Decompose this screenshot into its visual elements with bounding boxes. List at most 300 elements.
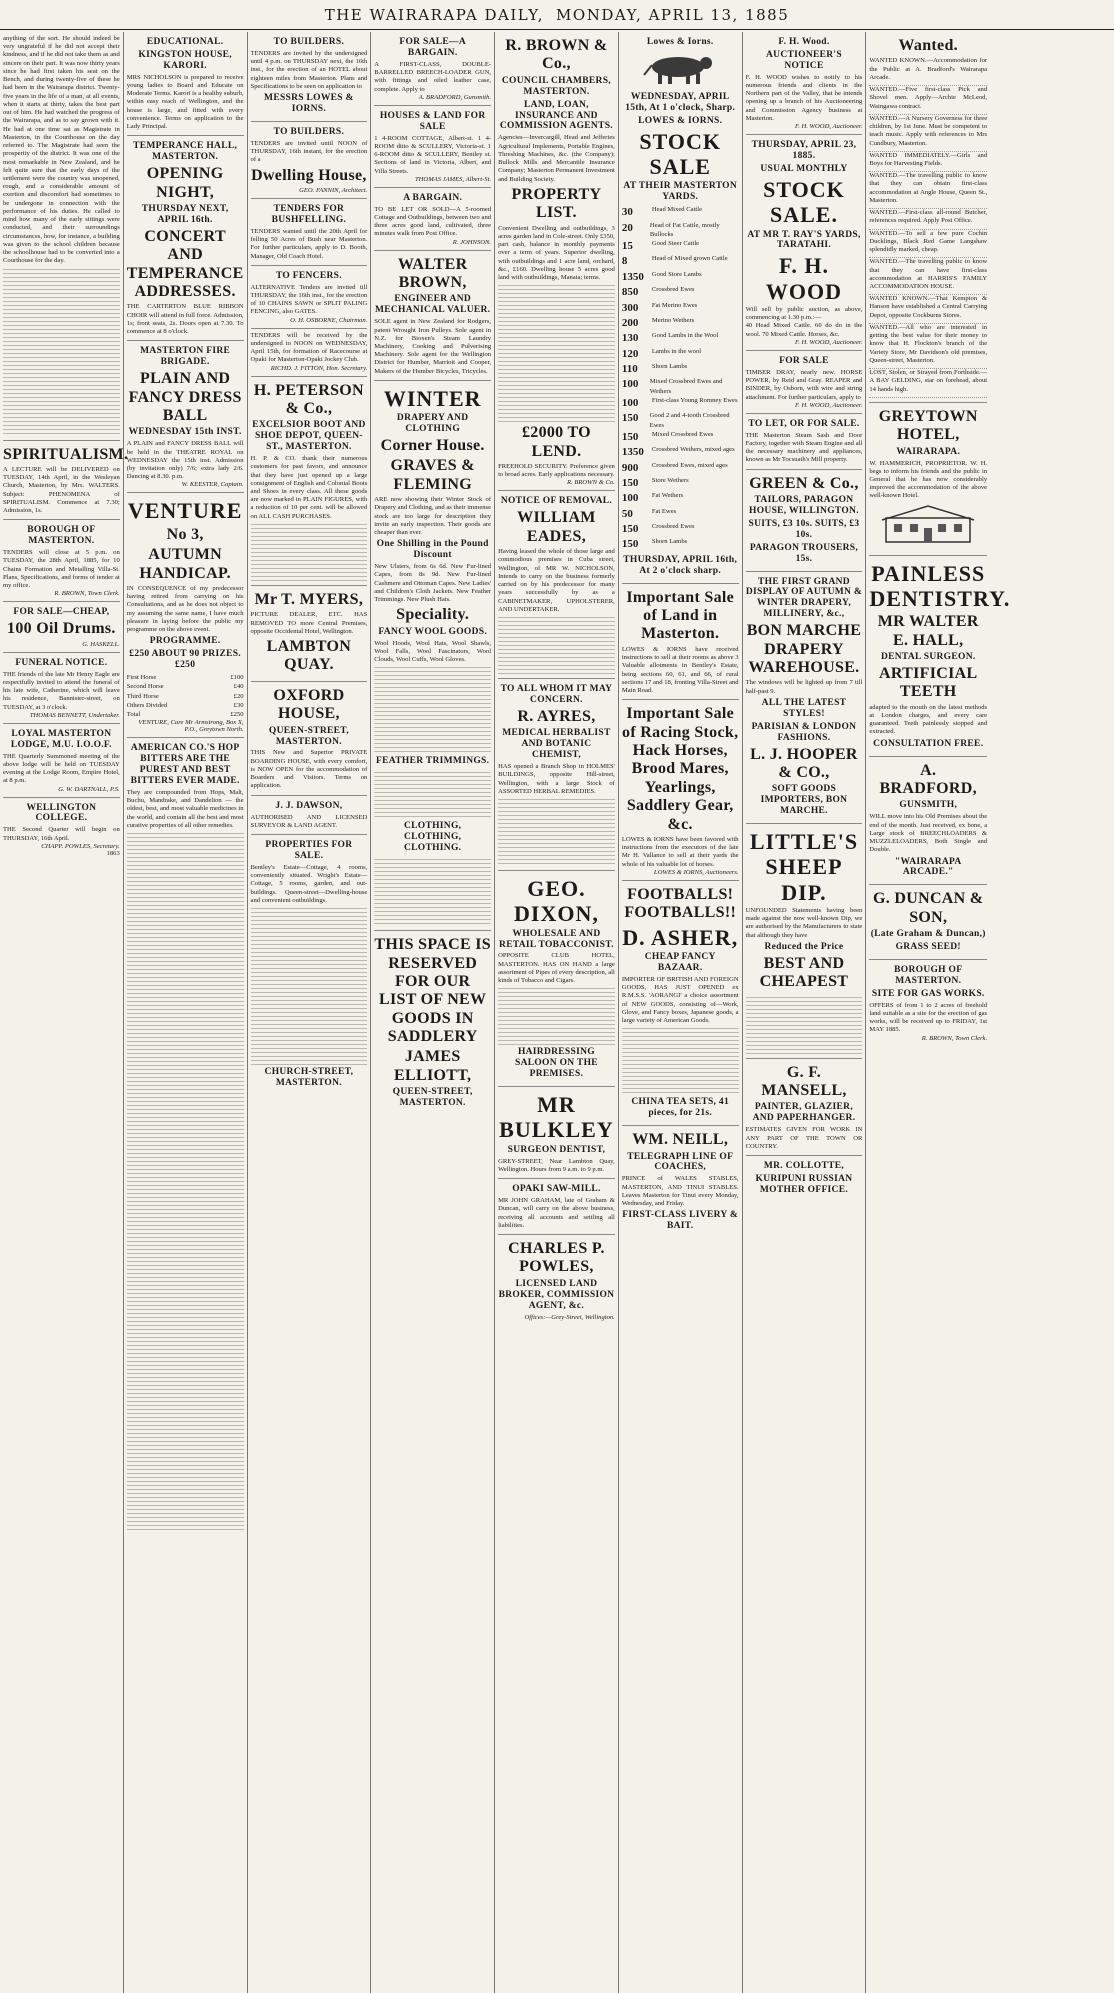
wanted-list [869,57,987,397]
stock-qty: 100 [621,378,639,391]
venture-signature: VENTURE, Care Mr Armstrong, Box X, P.O., Greytown North. [138,719,244,734]
fh-wood-ad [746,32,863,135]
stock-qty: 900 [621,461,639,474]
college-heading: WELLINGTON COLLEGE. [26,802,97,824]
venture-body: IN CONSEQUENCE of my predecessor having retired from carrying on his Consultations, and as he does not object to my assuming the same name, I have much pleasure in laying before the public my programme on the above event. [126,584,244,634]
stock-desc: Crossbred Ewes [651,286,695,294]
eades-body: Having leased the whole of those large and commodious premises in Cuba street, Wellington, of MR W. NICHOLSON, Intends to carry on the business formerly carried on by his predecessor for many years successfully by as a CABINETMAKER, UPHOLSTERER, AND UNDERTAKER. [498,548,615,613]
stock-row [622,537,739,552]
mansell-body: ESTIMATES GIVEN FOR WORK IN ANY PART OF THE TOWN OR COUNTRY. [745,1126,863,1150]
powles-ad [498,1235,615,1325]
stock-row [622,445,739,460]
stock-row [622,411,739,429]
china-heading: CHINA TEA SETS, 41 pieces, for 21s. [631,1097,730,1119]
edu-body: MRS NICHOLSON is prepared to receive young ladies to Board and Educate on Moderate Terms. Karori is a healthy suburb, within easy reach of Wellington, and the house is large, and fitted with every convenience. Terms on application to the Lady Principal. [126,73,244,131]
winter-heading: WINTER [383,385,482,411]
builders1-heading: TO BUILDERS. [273,37,345,47]
sale2-body: TIMBER DRAY, nearly new. HORSE POWER, by Reid and Gray. REAPER and BINDER, by Osborn, with wire and string attachment. For further particulars, apply to [745,368,863,401]
column-8 [866,32,1011,1993]
dentistry-ad [869,556,1011,757]
dixon-body: OPPOSITE CLUB HOTEL, MASTERTON. HAS ON HAND a large assortment of Pipes of every description, all kinds of Tobacco and Cigars. [498,952,615,985]
column-3 [248,32,372,1993]
bradford-heading: A. BRADFORD, [879,761,977,798]
stock-desc: Good 2 and 4-tooth Crossbred Ewes [649,412,730,429]
concert-heading: CONCERT AND TEMPERANCE ADDRESSES. [126,227,244,301]
stock-desc: Head of Mixed grown Cattle [651,255,728,263]
lend-signature: R. BROWN & Co. [567,479,615,487]
stock-row [622,254,739,269]
let-heading: TO LET, OR FOR SALE. [748,418,860,429]
stock-qty: 50 [621,507,633,520]
stock-desc: Crossbred Ewes [651,523,695,531]
bargain-ad [374,188,491,251]
mansell-subheading: PAINTER, GLAZIER, AND PAPERHANGER. [752,1102,856,1124]
stock-row [622,270,739,285]
stock-qty: 30 [621,206,633,219]
text-lines [498,985,615,1045]
asher-heading: D. ASHER, [622,924,739,950]
ayres-body: HAS opened a Branch Shop in HOLMES' BUILDINGS, opposite Hill-street, Wellington, with a large Stock of ASSORTED HERBAL REMEDIES. [498,763,615,795]
prize-label: Others Divided [126,701,168,709]
stock-desc: Fat Ewes [651,507,677,515]
fire-heading: MASTERTON FIRE BRIGADE. [140,346,231,368]
stock-row [622,362,739,377]
hall-heading: MR WALTER E. HALL, [877,613,979,649]
oil-signature: G. HASKELL. [82,640,120,648]
sawmill-body: MR JOHN GRAHAM, late of Graham & Duncan, will carry on the above business, receiving all accounts and settling all liabilities. [498,1197,615,1229]
bushfelling-body: TENDERS wanted until the 20th April for felling 50 Acres of Bush near Masterton. For further particulars, apply to D. Booth, Manager, Old Coach Hotel. [250,227,368,260]
best-heading: BEST AND CHEAPEST [759,954,849,991]
column-2 [124,32,248,1993]
myers-ad [251,586,368,682]
college-number: 1863 [106,849,120,857]
walter-subheading: ENGINEER AND MECHANICAL VALUER. [374,294,491,316]
opening-heading: OPENING NIGHT, [146,165,224,201]
usual-heading: USUAL MONTHLY [760,164,848,175]
greytown-heading: GREYTOWN HOTEL, [878,407,978,444]
sheep-body: UNFOUNDED Statements having been made against the now well-known Dip, we are authorised by the Manufacturers to state that although they have [745,907,863,939]
green-ad [746,470,863,572]
fhwood-items: 40 Head Mixed Cattle. 60 do do in the wool. 70 Mixed Cattle. Horses, &c. [745,322,863,338]
bitters-heading: AMERICAN CO.'S HOP BITTERS ARE THE PUREST AND BEST BITTERS EVER MADE. [130,743,240,786]
oxford-ad [251,682,368,796]
stock-row [622,205,739,220]
teeth-body: adapted to the mouth on the latest methods at London charges, and every care guaranteed. Teeth painlessly stopped and extracted. [869,703,988,736]
bulkley-subheading: SURGEON DENTIST, [507,1144,606,1155]
borough-heading-8: BOROUGH OF MASTERTON. [894,964,963,986]
wanted-ads [869,32,987,403]
lowes-iorns-ad [622,32,739,584]
venture-number: No 3, [166,525,204,543]
factory-let-ad [746,414,863,470]
neill-heading: WM. NEILL, [632,1131,729,1149]
mansell-ad [746,1059,863,1156]
stock-row [622,491,739,506]
stock-date: THURSDAY, APRIL 23, 1885. [751,140,857,162]
letter-text: anything of the sort. He should indeed be very ungrateful if he did not accept their kindness, and if he did not take them as and sincere on their part. It was now thirty years since he had first taken his seat on the Bench, and during twenty-five of these he had been in the Wairarapa district. Twenty-five years in the life of a man, at all events, when it starts at thirty, takes the best part out of him. He had watched the progress of the Wairarapa, and as to say grown with it. He had at one time sat as Magistrate in Masterton, in the Courthouse on the day referred to. The Magistrate had seen the prosperity of the district. It was one of the most remarkable in New Zealand, and he felt quite sure that the early days of the settlement were the country was unopened, rough, and a considerable amount of exertion and discomfort had sometimes to be undergone in connection with the performance of his duties. He called to mind how many of the early sittings were conducted, and their surroundings circumstances, how, for instance, a building was given to the school children because the schoolhouse had to be converted into a Courthouse for the day. [3,35,120,265]
stock-qty: 150 [621,538,639,551]
edu-heading: EDUCATIONAL. [146,37,224,47]
stock-desc: Store Wethers [651,476,689,484]
stock-row [622,301,739,316]
stock-row [622,396,739,411]
consult-heading: CONSULTATION FREE. [873,738,984,749]
ball-signature: W. KEESTER, Captain. [181,481,244,489]
windows-body: The windows will be lighted up from 7 till half-past 9. [745,679,863,695]
stock-desc: Head of Fat Cattle, mostly Bullocks [649,221,720,238]
graves-items: New Ulsters, from 6s 6d. New Fur-lined Capes, from 8s 9d. New Fur-lined Cashmere and Ottoman Capes. New Ladies' and Children's Cloth Jackets. New Feather Trimmings. New Plush Hats. [374,563,492,604]
college-body: THE Second Quarter will begin on THURSDAY, 16th April. [3,826,120,842]
stock-qty: 130 [621,332,639,345]
stock-desc: Merino Wethers [651,316,695,324]
racecourse-ad [251,329,368,377]
columns [0,32,1114,1993]
powles-signature: Offices:—Grey-Street, Wellington. [524,1313,615,1321]
land-heading: Important Sale of Land in Masterton. [626,588,735,643]
educational-ad [127,32,244,136]
prize-label: Total [126,711,141,718]
stock-qty: 100 [621,396,639,409]
text-lines [746,994,863,1054]
auc-signature: F. H. WOOD, Auctioneer. [795,123,863,131]
funeral-body: THE friends of the late Mr Henry Eagle are respectfully invited to attend the funeral of his late wife, Catherine, which will leave his residence, Bannister-street, on TUESDAY, at 3 o'clock. [3,670,120,711]
ayres-heading: R. AYRES, [517,707,596,725]
dwelling-heading: Dwelling House, [251,166,367,184]
monthly-stock-ad [746,135,863,351]
stock-qty: 20 [621,221,633,234]
stock-desc: Good Lambs in the Wool [651,332,719,340]
oil-big: 100 Oil Drums. [7,620,116,638]
greytown-body: W. HAMMERICH, PROPRIETOR. W. H. begs to inform his friends and the public in General that he has now considerably improved the accommodation of the above well-known Hotel. [869,459,988,500]
mansell-heading: G. F. MANSELL, [761,1063,847,1100]
fencers-heading: TO FENCERS. [275,270,342,281]
stock-list [622,205,739,553]
bargain-body: TO BE LET OR SOLD—A 5-roomed Cottage and Outbuildings, between two and three acres good land, cultivated, three minutes walk from Post Office. [374,205,492,238]
grass-heading: GRASS SEED! [895,942,961,953]
sale-body: A FIRST-CLASS, DOUBLE-BARRELLED BREECH-LOADER GUN, with fittings and oiled leather case, complete. Apply to [374,60,492,93]
collotte-heading: MR. COLLOTTE, [763,1160,845,1171]
brown-subheading: COUNCIL CHAMBERS, MASTERTON. [501,75,611,97]
brown-land: LAND, LOAN, INSURANCE AND COMMISSION AGENTS. [499,99,613,132]
fencers-signature: O. H. OSBORNE, Chairman. [290,316,368,324]
neill-body: PRINCE of WALES STABLES, MASTERTON, AND TINUI STABLES. Leaves Masterton for Tinui every Monday, Wednesday, and Friday. [621,1175,739,1208]
edu-subheading: KINGSTON HOUSE, KARORI. [138,49,232,71]
masthead-title: THE WAIRARAPA DAILY, [324,5,545,24]
prize-label: Second Horse [126,683,164,691]
myers-subheading: LAMBTON QUAY. [266,638,352,674]
column-5 [495,32,619,1993]
duncan-subheading: (Late Graham & Duncan,) [870,929,986,940]
hotel-illustration [869,504,987,548]
stock-qty: 850 [621,286,639,299]
lodge-ad [3,724,120,798]
duncan-ad [869,885,987,960]
text-lines [498,796,615,866]
wanted-item: WANTED.—To sell a few pure Cochin Ducklings, Black Red Game Langshaw splendidly marked, cheap. [869,230,987,259]
prize-list [127,673,244,719]
prize-row [127,701,244,710]
sale2-signature: F. H. WOOD, Auctioneer. [795,401,863,409]
builders-ad-1 [251,32,368,122]
monthly-stock-heading: STOCK SALE. [763,176,845,228]
programme-heading: PROGRAMME. [149,636,221,647]
prize-value: £40 [233,683,244,691]
dixon-heading: GEO. DIXON, [514,875,599,927]
stock-sale-heading: STOCK SALE [639,128,722,179]
oil-heading: FOR SALE—CHEAP, [13,607,110,618]
text-lines [251,521,368,581]
stock-row [622,285,739,300]
stock-row [622,239,739,254]
wanted-item: WANTED.—The travelling public to know that they can have first-class accommodation at HARRIS'S FAMILY ACCOMMODATION HOUSE. [869,258,987,295]
stock-qty: 200 [621,316,639,329]
auc-body: F. H. WOOD wishes to notify to his numerous friends and clients in the Northern part of the Valley, that he intends opening up a branch of his Auctioneering and Commission Agency business at Masterton. [745,73,863,122]
dixon-ad [498,871,615,1087]
speciality-body: Wool Hoods, Wool Hats, Wool Shawls, Wool Falls, Wool Fascinators, Wool Clouds, Wool Cuffs, Wool Gloves. [374,639,492,664]
ayres-subheading: MEDICAL HERBALIST AND BOTANIC CHEMIST, [502,728,611,761]
walter-heading: WALTER BROWN, [397,255,468,292]
opening-date: THURSDAY NEXT, APRIL 16th. [141,204,229,225]
sale-signature: A. BRADFORD, Gunsmith. [418,93,492,101]
wanted-item: WANTED.—Five first-class Pick and Shovel men. Apply—Archie McLeod, Waingawa contract. [869,86,987,115]
stock-desc: Mixed Crossbred Ewes [651,430,714,438]
removal-heading: NOTICE OF REMOVAL. [500,496,613,507]
bitters-ad [127,738,244,1534]
stock-row [622,476,739,491]
graves-special: One Shilling in the Pound Discount [376,539,489,561]
stock-row [622,430,739,445]
stock-row [622,507,739,522]
bull-illustration [622,51,739,89]
gas-signature: R. BROWN, Town Clerk. [921,1034,988,1042]
column-4 [371,32,495,1993]
prize-value: £20 [233,692,244,700]
text-lines [374,664,491,754]
lend-heading: £2000 TO LEND. [521,424,591,460]
builders1-body: TENDERS are invited by the undersigned until 4 p.m. on THURSDAY next, the 16th inst., for the erection of an HOTEL about eighteen miles from Masterton. Plans and Specifications to be seen on application to [250,49,368,90]
lodge-body: THE Quarterly Summoned meeting of the above lodge will be held on TUESDAY evening at the Lodge Room, Empire Hotel, at 8 p.m. [3,752,120,785]
venture-autumn: AUTUMN HANDICAP. [139,546,231,582]
myers-body: PICTURE DEALER, ETC. HAS REMOVED TO more Central Premises, opposite Occidental Hotel, Wellington. [250,611,368,635]
stock-qty: 15 [621,239,633,252]
lodge-heading: LOYAL MASTERTON LODGE, M.U. I.O.O.F. [10,728,112,750]
bon-marche-ad [746,572,863,825]
racecourse-signature: RICHD. J. FITTON, Hon. Secretary. [270,364,368,372]
stock-qty: 1350 [621,446,644,459]
elliott-heading: JAMES ELLIOTT, [394,1048,472,1084]
masthead-date: MONDAY, APRIL 13, 1885 [556,5,790,24]
racing-sale-ad [622,700,739,881]
news-letter [3,32,120,441]
bulkley-heading: MR BULKLEY [499,1092,614,1143]
stock-row [622,331,739,346]
hall-subheading: DENTAL SURGEON. [880,652,976,663]
borough-ad [3,520,120,602]
stock-desc: Shorn Lambs [651,538,688,546]
text-lines [127,830,244,1530]
wanted-item: WANTED.—First-class all-round Butcher, references required. Apply Post Office. [869,209,987,229]
concern-heading: TO ALL WHOM IT MAY CONCERN. [500,684,613,705]
sale2-heading: FOR SALE [779,355,829,366]
teeth-heading: ARTIFICIAL TEETH [879,665,978,701]
prize-row [127,682,244,691]
duncan-heading: G. DUNCAN & SON, [873,890,984,926]
monthly-stock-subheading: AT MR T. RAY'S YARDS, TARATAHI. [747,229,861,251]
column-1 [0,32,129,1993]
asher-subheading: CHEAP FANCY BAZAAR. [644,952,716,973]
wanted-item: WANTED.—A Nursery Governess for three children, by 1st June. Must be competent to teach music. Apply with references to Mrs Cundbury, Masterton. [869,115,987,152]
stock-qty: 8 [621,255,628,268]
text-lines [374,856,491,926]
wood-heading: F. H. Wood. [778,37,830,47]
reserved-heading: THIS SPACE IS RESERVED FOR OUR LIST OF NEW GOODS IN SADDLERY [374,936,491,1046]
collotte-ad [746,1156,863,1202]
hall-heading: TEMPERANCE HALL, MASTERTON. [133,141,238,163]
houses-signature: THOMAS JAMES, Albert-St. [415,175,492,183]
borough-signature: R. BROWN, Town Clerk. [54,590,120,598]
collotte-subheading: KURIPUNI RUSSIAN MOTHER OFFICE. [755,1173,853,1195]
fhwood-signature: F. H. WOOD, Auctioneer. [795,338,863,346]
football-heading: FOOTBALLS! FOOTBALLS!! [624,885,737,922]
peterson-body: H. P. & CO. thank their numerous customers for past favors, and announce that they have just opened up a large consignment of English and Colonial Boots and Shoes in every class. All these goods are now marked in PLAIN FIGURES, with a reduction of 10 per cent. will be allowed on ALL CASH PURCHASES. [250,455,368,520]
stock-row [622,316,739,331]
prize-row [127,673,244,682]
programme-amount: £250 ABOUT 90 PRIZES. £250 [129,649,241,671]
peterson-subheading: EXCELSIOR BOOT AND SHOE DEPOT, QUEEN-ST., MASTERTON. [252,420,366,453]
reduced-heading: Reduced the Price [764,941,844,952]
houses-heading: HOUSES & LAND FOR SALE [379,110,486,132]
peterson-ad [251,377,368,586]
spiritualism-body: A LECTURE will be DELIVERED on TUESDAY, 14th April, in the Wesleyan Church, Masterton, by Mrs. WALTERS. Subject: PHENOMENA of SPIRITUALISM. Commence at 7.30; Admission, 1s. [3,465,120,515]
land-body: LOWES & IORNS have received instructions to sell at their rooms as above 3 Valuable allotments in Bentley's Estate, being sections 60, 61, and 66, of rural sections 17 and 18, fronting Villa-Street and Main Road. [621,645,739,695]
winter-subheading: DRAPERY AND CLOTHING [396,413,469,435]
powles-heading: CHARLES P. POWLES, [508,1239,605,1276]
prize-label: Third Horse [126,692,159,700]
gas-heading: SITE FOR GAS WORKS. [871,988,985,999]
racing-signature: LOWES & IORNS, Auctioneers. [653,868,739,876]
eades-heading: WILLIAM EADES, [517,509,596,545]
wanted-item: WANTED IMMEDIATELY.—Girls and Boys for Harvesting Fields. [869,152,987,172]
stock-qty: 1350 [621,270,644,283]
spiritualism-ad [3,441,129,521]
speciality-heading: Speciality. [396,606,470,624]
bull-icon [640,51,720,85]
ball-body: A PLAIN and FANCY DRESS BALL will be held in the THEATRE ROYAL on WEDNESDAY the 15th inst. Admission (by invitation only) 7/6; extra lady 2/6. Dancing at 8.30. p.m. [126,440,244,481]
prize-value: £100 [230,674,244,682]
dawson-heading: J. J. DAWSON, [275,800,343,811]
brown-body: Agencies—Invercargill, Head and Jefferies Agricultural Implements, Portable Engines, Threshing Machines, &c. (the Company); Bullock Mills and Mercantile Insurance Company; Masterton Permanent Investment and Building Society. [498,134,615,183]
stock-subheading: AT THEIR MASTERTON YARDS. [623,181,738,203]
ayres-ad [498,679,615,871]
prize-row [127,692,244,701]
fhwood-body: Will sell by public auction, as above, commencing at 1.30 p.m.:— [745,305,863,322]
elliott-subheading: QUEEN-STREET, MASTERTON. [392,1087,473,1109]
fencers-ad [251,266,368,329]
styles-heading: ALL THE LATEST STYLES! [761,697,847,719]
ball-ad [127,341,244,493]
text-lines [251,905,368,1065]
parisian-heading: PARISIAN & LONDON FASHIONS. [751,721,857,743]
bitters-body: They are compounded from Hops, Malt, Buchu, Mandrake, and Dandelion — the oldest, best, and most valuable medicines in the world, and contain all the best and most curative properties of all other remedies. [126,788,244,829]
gunsmith-ad [869,757,987,886]
corner-heading: Corner House. [380,437,485,455]
props-signature: CHURCH-STREET, MASTERTON. [264,1067,354,1088]
r-brown-ad [498,32,615,491]
stock-desc: Fat Wethers [651,492,684,500]
elliott-ad [374,931,491,1115]
spiritualism-heading: SPIRITUALISM. [3,445,129,463]
oxford-heading: OXFORD HOUSE, [273,686,345,723]
bulkley-body: GREY-STREET, Near Lambton Quay, Wellington. Hours from 9 a.m. to 9 p.m. [498,1157,615,1173]
stock-qty: 150 [621,430,639,443]
auc-heading: AUCTIONEER'S NOTICE [766,49,842,71]
green-heading: GREEN & Co., [749,474,859,492]
stock-desc: Fat Merino Ewes [651,301,698,309]
graves-body: ARE now showing their Winter Stock of Drapery and Clothing, and as their immense stock are too large for description they invite an early inspection. Their goods are cheaper than ever. [374,496,492,537]
prize-label: First Horse [126,674,157,682]
temperance-ad [127,136,244,341]
stock-desc: Good Store Lambs [651,270,702,278]
dixon-subheading: WHOLESALE AND RETAIL TOBACCONIST. [499,928,614,950]
stock-row [622,377,739,395]
peterson-heading: H. PETERSON & Co., [253,381,364,417]
props-heading: PROPERTIES FOR SALE. [265,840,353,861]
myers-heading: Mr T. MYERS, [254,590,364,608]
bradford-subheading: GUNSMITH, [899,800,958,811]
builders2-signature: GEO. FANNIN, Architect. [299,186,368,194]
walter-body: SOLE agent in New Zealand for Rodgers, patent Wrought Iron Pulleys. Sole agent in N.Z. for Bioxen's Steam Laundry Machinery, Cooking and Pulverising Machinery. Sole agent for the Wellington District for Humber, Marriott and Cooper, Makers of the Humber Bicycles, Tricycles. [374,318,492,375]
wanted-item: WANTED.—All who are interested in getting the best value for their money to know that H. Flockton's branch of the Variety Store, Mr Davidson's old premises, Queen-street, Masterton. [869,324,987,369]
painless-heading: PAINLESS DENTISTRY. [869,560,1011,611]
racing-heading: Important Sale of Racing Stock, Hack Horses, Brood Mares, Yearlings, Saddlery Gear, &c. [622,705,739,833]
venture-heading: VENTURE [127,498,243,524]
wed-heading: WEDNESDAY, APRIL 15th, At 1 o'clock, Sharp. [625,91,736,113]
stock-row [622,461,739,476]
wanted-item: LOST, Stolen, or Strayed from Forthside.—A BAY GELDING, star on forehead, about 14 hands high. [869,369,987,398]
sheep-heading: LITTLE'S SHEEP DIP. [749,829,859,905]
stock-row [622,221,739,239]
stock-qty: 150 [621,412,639,425]
wanted-heading: Wanted. [898,37,958,54]
let-body: THE Masterton Steam Sash and Door Factory, together with Steam Engine and all the necessary machinery and appliances, known as Mr Tocsuath's Mill property. [745,431,863,464]
gas-works-ad [869,960,987,1046]
borough-heading: BOROUGH OF MASTERTON. [27,525,96,547]
greytown-subheading: WAIRARAPA. [896,446,961,457]
speciality-subheading: FANCY WOOL GOODS. [378,626,487,637]
property-body: Convenient Dwelling and outbuildings, 3 acres garden land in Cole-street. Only £350, part cash, balance in monthly payments over a term of years. Superior dwelling, with outbuildings and 1 acre land, orchard, &c., £160. Dwelling house 5 acres good land with outbuildings, Manaia; terms. [498,224,615,281]
fhwood-heading: F. H. WOOD [765,253,843,304]
graves-fleming-ad [374,381,491,931]
props-body: Bentley's Estate—Cottage, 4 rooms, conveniently situated. Wright's Estate—Cottage, 5 rooms, garden, and out-buildings. Queen-street—Dwelling-house and convenient outbuildings. [250,863,368,904]
hotel-building-icon [880,504,976,544]
funeral-signature: THOMAS BENNETT, Undertaker. [29,711,120,719]
oil-drums-ad [3,602,120,652]
bradford-body: WILL move into his Old Premises about the end of the month. Just received, ex bone, a Large stock of BREECHLOADERS & MUZZLELOADERS, Both Single and Double. [869,813,988,854]
feather-heading: FEATHER TRIMMINGS. [376,756,490,767]
ball-date: WEDNESDAY 15th INST. [128,427,242,438]
oxford-body: THIS New and Superior PRIVATE BOARDING HOUSE, with every comfort, is NOW OPEN for the accommodation of Boarders and Visitors. Terms on application. [250,749,368,790]
graves-heading: GRAVES & FLEMING [390,457,475,493]
stock-qty: 150 [621,523,639,536]
bargain-heading: A BARGAIN. [403,192,463,203]
oxford-subheading: QUEEN-STREET, MASTERTON. [268,725,349,747]
sheep-dip-ad [746,824,863,1059]
neill-subheading: TELEGRAPH LINE OF COACHES, [627,1151,734,1173]
stock-qty: 120 [621,347,639,360]
stock-desc: First-class Young Romney Ewes [651,396,738,404]
land-sale-ad [622,584,739,701]
lowes-name: LOWES & IORNS. [638,115,723,126]
